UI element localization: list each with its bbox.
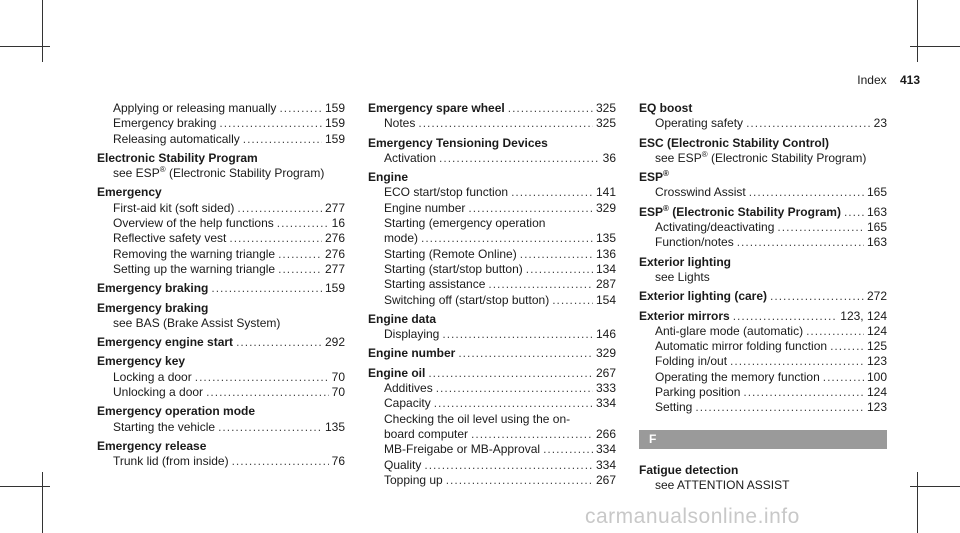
page-reference: 163 <box>866 235 887 250</box>
index-subentry <box>97 216 345 231</box>
index-subentry <box>97 247 345 262</box>
leader-dots <box>749 185 864 200</box>
index-heading-entry <box>368 366 616 381</box>
page-reference: 277 <box>324 261 345 276</box>
page-reference: 276 <box>324 231 345 246</box>
page-reference: 287 <box>595 277 616 292</box>
page-reference: 100 <box>866 369 887 384</box>
entry-text: Parking position <box>655 385 741 400</box>
index-heading-entry <box>368 101 616 116</box>
entry-text: board computer <box>384 426 469 441</box>
entry-text: see ESP® (Electronic Stability Program) <box>113 165 325 181</box>
entry-text: Topping up <box>384 472 443 487</box>
index-subentry-continued: Starting (emergency operation <box>384 216 546 231</box>
crop-mark <box>42 472 43 533</box>
page-reference: 123 <box>866 400 887 415</box>
page-reference: 124 <box>866 323 887 338</box>
index-subentry <box>639 324 887 339</box>
index-subentry <box>97 201 345 216</box>
page-reference: 70 <box>331 369 345 384</box>
page-reference: 135 <box>324 419 345 434</box>
leader-dots <box>219 116 322 131</box>
page-reference: 123 <box>866 354 887 369</box>
index-subentry <box>368 247 616 262</box>
entry-text: Additives <box>384 381 433 396</box>
leader-dots <box>439 151 600 166</box>
entry-text: MB-Freigabe or MB-Approval <box>384 442 541 457</box>
entry-text: Unlocking a door <box>113 385 204 400</box>
crop-mark <box>917 0 918 62</box>
entry-text: Engine number <box>368 346 456 361</box>
leader-dots <box>232 454 329 469</box>
page-reference: 165 <box>866 220 887 235</box>
page-header <box>857 73 920 87</box>
entry-text: Locking a door <box>113 369 192 384</box>
index-column-2 <box>368 101 616 488</box>
leader-dots <box>823 370 864 385</box>
index-subentry <box>368 458 616 473</box>
index-column-1 <box>97 101 345 470</box>
leader-dots <box>446 473 593 488</box>
index-heading-entry <box>97 281 345 296</box>
page-reference: 334 <box>595 442 616 457</box>
index-heading: Emergency release <box>97 438 207 453</box>
leader-dots <box>278 247 322 262</box>
index-heading: Exterior lighting <box>639 254 732 269</box>
index-subentry <box>639 339 887 354</box>
index-heading-entry <box>368 346 616 361</box>
index-subentry <box>368 231 616 246</box>
entry-text: see BAS (Brake Assist System) <box>113 315 281 330</box>
header-label: Index <box>857 73 887 87</box>
entry-text: Engine number <box>384 200 466 215</box>
page-reference: 134 <box>595 261 616 276</box>
entry-text: Engine oil <box>368 365 426 380</box>
index-subentry <box>97 454 345 469</box>
page-reference: 165 <box>866 185 887 200</box>
leader-dots <box>218 420 322 435</box>
leader-dots <box>830 339 864 354</box>
leader-dots <box>458 346 593 361</box>
leader-dots <box>442 327 593 342</box>
page-reference: 329 <box>595 200 616 215</box>
index-subentry-continued: Checking the oil level using the on- <box>384 411 571 426</box>
index-subentry <box>368 427 616 442</box>
index-subentry <box>368 185 616 200</box>
leader-dots <box>508 101 593 116</box>
entry-text: Operating the memory function <box>655 369 820 384</box>
index-subentry <box>639 116 887 131</box>
crop-mark <box>917 472 918 533</box>
index-subentry <box>97 262 345 277</box>
leader-dots <box>552 293 593 308</box>
leader-dots <box>206 385 329 400</box>
section-letter-bar: F <box>639 430 887 449</box>
index-subentry <box>368 151 616 166</box>
leader-dots <box>737 235 864 250</box>
entry-text: Activating/deactivating <box>655 220 775 235</box>
entry-text: Releasing automatically <box>113 131 240 146</box>
index-subentry <box>97 385 345 400</box>
index-subentry <box>639 400 887 415</box>
leader-dots <box>511 185 593 200</box>
page-reference: 141 <box>595 185 616 200</box>
leader-dots <box>195 370 329 385</box>
page-reference: 266 <box>595 426 616 441</box>
index-subentry <box>97 132 345 147</box>
page-reference: 325 <box>595 101 616 115</box>
entry-text: Exterior mirrors <box>639 308 730 323</box>
page-reference: 276 <box>324 246 345 261</box>
page-reference: 154 <box>595 292 616 307</box>
entry-text: Emergency engine start <box>97 335 234 350</box>
leader-dots <box>743 385 864 400</box>
index-subentry <box>97 231 345 246</box>
page-reference: 272 <box>866 289 887 304</box>
entry-text: Capacity <box>384 396 431 411</box>
index-subentry <box>639 270 887 285</box>
entry-text: Anti-glare mode (automatic) <box>655 323 804 338</box>
index-heading: Emergency operation mode <box>97 404 256 419</box>
leader-dots <box>418 116 593 131</box>
entry-text: Crosswind Assist <box>655 185 746 200</box>
index-subentry <box>97 316 345 331</box>
index-subentry <box>368 262 616 277</box>
leader-dots <box>695 400 864 415</box>
page-reference: 70 <box>331 385 345 400</box>
leader-dots <box>243 132 322 147</box>
leader-dots <box>777 220 864 235</box>
leader-dots <box>421 231 593 246</box>
entry-text: Displaying <box>384 327 440 342</box>
index-subentry <box>368 116 616 131</box>
entry-text: Removing the warning triangle <box>113 246 276 261</box>
page-reference: 36 <box>602 150 616 165</box>
index-subentry <box>639 235 887 250</box>
index-subentry <box>368 277 616 292</box>
index-subentry <box>639 220 887 235</box>
index-heading: Fatigue detection <box>639 462 739 477</box>
page-reference: 267 <box>595 472 616 487</box>
page-reference: 163 <box>866 204 887 219</box>
index-heading-entry <box>639 205 887 220</box>
leader-dots <box>436 381 593 396</box>
leader-dots <box>471 427 593 442</box>
index-subentry <box>368 381 616 396</box>
leader-dots <box>746 116 871 131</box>
leader-dots <box>434 396 593 411</box>
leader-dots <box>428 366 593 381</box>
leader-dots <box>543 442 593 457</box>
index-heading: Engine data <box>368 311 437 326</box>
page-reference: 329 <box>595 346 616 361</box>
index-subentry <box>639 478 887 493</box>
page-reference: 124 <box>866 385 887 400</box>
index-subentry <box>639 354 887 369</box>
leader-dots <box>237 201 322 216</box>
page-reference: 76 <box>331 454 345 469</box>
entry-text: Starting (start/stop button) <box>384 261 523 276</box>
index-subentry <box>639 385 887 400</box>
entry-text: Operating safety <box>655 116 744 131</box>
leader-dots <box>211 281 322 296</box>
leader-dots <box>279 101 322 116</box>
index-subentry <box>368 201 616 216</box>
leader-dots <box>806 324 864 339</box>
index-heading-entry <box>639 309 887 324</box>
entry-text: ESP® (Electronic Stability Program) <box>639 203 841 219</box>
page-reference: 334 <box>595 396 616 411</box>
entry-text: ECO start/stop function <box>384 185 509 200</box>
index-heading-entry <box>639 289 887 304</box>
index-subentry <box>368 327 616 342</box>
page-reference: 159 <box>324 131 345 146</box>
entry-text: see Lights <box>655 269 710 284</box>
entry-text: Starting (Remote Online) <box>384 246 517 261</box>
entry-text: Applying or releasing manually <box>113 101 277 115</box>
index-subentry <box>368 473 616 488</box>
entry-text: Emergency spare wheel <box>368 101 505 115</box>
leader-dots <box>488 277 593 292</box>
entry-text: see ESP® (Electronic Stability Program) <box>655 149 867 165</box>
entry-text: Starting the vehicle <box>113 419 216 434</box>
entry-text: Emergency braking <box>97 281 209 296</box>
index-subentry <box>97 370 345 385</box>
leader-dots <box>278 262 322 277</box>
page-reference: 123, 124 <box>840 308 887 323</box>
leader-dots <box>424 458 593 473</box>
leader-dots <box>733 309 838 324</box>
entry-text: Exterior lighting (care) <box>639 289 768 304</box>
index-subentry <box>639 151 887 166</box>
page-reference: 159 <box>324 281 345 296</box>
page-reference: 146 <box>595 327 616 342</box>
index-heading: Emergency <box>97 185 162 200</box>
index-heading-entry <box>97 335 345 350</box>
leader-dots <box>844 205 864 220</box>
entry-text: see ATTENTION ASSIST <box>655 477 790 492</box>
index-heading: Emergency Tensioning Devices <box>368 135 548 150</box>
entry-text: Setting up the warning triangle <box>113 261 276 276</box>
page-reference: 277 <box>324 200 345 215</box>
entry-text: Overview of the help functions <box>113 216 274 231</box>
entry-text: mode) <box>384 231 419 246</box>
index-heading: Emergency key <box>97 354 186 369</box>
page-reference: 267 <box>595 365 616 380</box>
index-heading: Engine <box>368 170 409 185</box>
page-reference: 333 <box>595 381 616 396</box>
entry-text: Switching off (start/stop button) <box>384 292 550 307</box>
leader-dots <box>520 247 593 262</box>
index-heading: Emergency braking <box>97 300 209 315</box>
index-subentry <box>368 396 616 411</box>
entry-text: Quality <box>384 457 422 472</box>
page-number: 413 <box>899 73 920 87</box>
index-subentry <box>368 293 616 308</box>
index-subentry <box>97 116 345 131</box>
entry-text: Emergency braking <box>113 116 217 131</box>
index-heading: ESP® <box>639 169 669 185</box>
page-reference: 334 <box>595 457 616 472</box>
leader-dots <box>277 216 329 231</box>
watermark: carmanualsonline.info <box>585 505 800 528</box>
index-subentry <box>639 185 887 200</box>
page-reference: 16 <box>331 216 345 231</box>
entry-text: Automatic mirror folding function <box>655 339 828 354</box>
leader-dots <box>236 335 322 350</box>
entry-text: Notes <box>384 116 416 131</box>
leader-dots <box>526 262 593 277</box>
page-reference: 136 <box>595 246 616 261</box>
page-reference: 292 <box>324 335 345 350</box>
index-heading: EQ boost <box>639 101 693 115</box>
index-subentry <box>368 442 616 457</box>
leader-dots <box>730 354 864 369</box>
page-reference: 325 <box>595 116 616 131</box>
page-reference: 135 <box>595 231 616 246</box>
entry-text: Function/notes <box>655 235 734 250</box>
page-reference: 125 <box>866 339 887 354</box>
index-subentry <box>97 420 345 435</box>
index-subentry <box>97 101 345 116</box>
leader-dots <box>770 289 864 304</box>
index-column-3 <box>639 101 887 493</box>
entry-text: Setting <box>655 400 693 415</box>
index-subentry <box>639 370 887 385</box>
crop-mark <box>42 0 43 62</box>
leader-dots <box>468 201 593 216</box>
entry-text: Activation <box>384 150 437 165</box>
entry-text: First-aid kit (soft sided) <box>113 200 235 215</box>
page-reference: 159 <box>324 101 345 115</box>
index-heading: Electronic Stability Program <box>97 150 258 165</box>
page-reference: 159 <box>324 116 345 131</box>
entry-text: Trunk lid (from inside) <box>113 454 229 469</box>
entry-text: Folding in/out <box>655 354 728 369</box>
index-subentry <box>97 166 345 181</box>
entry-text: Starting assistance <box>384 277 486 292</box>
leader-dots <box>229 231 322 246</box>
index-heading: ESC (Electronic Stability Control) <box>639 135 830 150</box>
page-reference: 23 <box>873 116 887 131</box>
entry-text: Reflective safety vest <box>113 231 227 246</box>
